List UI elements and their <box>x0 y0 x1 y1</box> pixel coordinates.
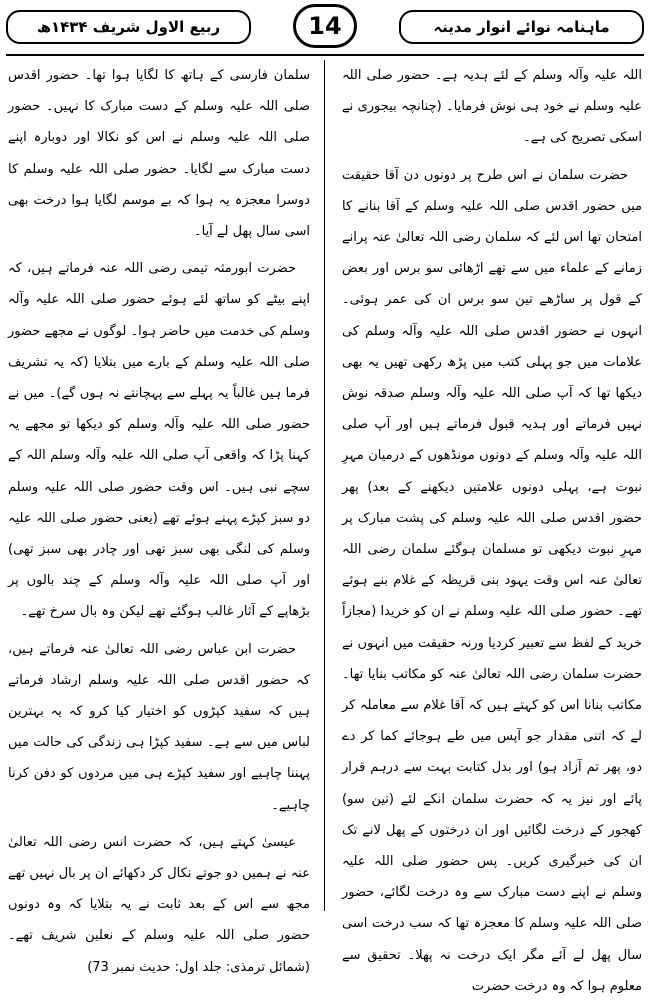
page-number-badge <box>293 4 357 48</box>
paragraph: حضرت سلمان نے اس طرح پر دونوں دن آقا حقیقت میں حضور اقدس صلی اللہ علیہ وسلم کے آقا بنانے کا امتحان تھا اس لئے کہ سلمان رضی اللہ تعالیٰ عنہ پرانے زمانے کے علماء میں سے تھے اڑھائی سو برس اور بعض کے قول پر ساڑھے تین سو برس ان کی عمر ہوئی۔ انہوں نے حضور اقدس صلی اللہ علیہ وآلہ وسلم کی علامات میں جو پہلی کتب میں پڑھ رکھی تھیں یہ بھی دیکھا تھا کہ آپ صلی اللہ علیہ وآلہ وسلم صدقہ نوش نہیں فرماتے اور ہدیہ قبول فرماتے ہیں اور آپ صلی اللہ علیہ وآلہ وسلم کے دونوں مونڈھوں کے درمیان مہرِ نبوت ہے، پہلی دونوں علامتیں دیکھنے کے بعد) پھر حضور اقدس صلی اللہ علیہ وسلم کی پشت مبارک پر مہرِ نبوت دیکھی تو مسلمان ہوگئے سلمان رضی اللہ تعالیٰ عنہ اس وقت یہود بنی قریظہ کے غلام بنے ہوئے تھے۔ حضور صلی اللہ علیہ وسلم نے ان کو خریدا (مجازاً خرید کے لفظ سے تعبیر کردیا ورنہ حقیقت میں انہوں نے حضرت سلمان رضی اللہ تعالیٰ عنہ کو مکاتب بنایا تھا۔ مکاتب بنانا اس کو کہتے ہیں کہ آقا غلام سے معاملہ کر لے کہ اتنی مقدار جو آپس میں طے ہوجائے کما کر دے دو، پھر تم آزاد ہو) اور بدل کتابت بہت سے درہم قرار پائے اور نیز یہ کہ حضرت سلمان انکے لئے (تین سو) کھجور کے درخت لگائیں اور ان درختوں کے پھل لانے تک ان کی خبرگیری کریں۔ پس حضور صلی اللہ علیہ وسلم نے اپنے دست مبارک سے وہ درخت لگائے، حضور صلی اللہ علیہ وسلم کا معجزہ تھا کہ سب درخت اسی سال پھل لے آئے مگر ایک درخت نہ پھلا۔ تحقیق سے معلوم ہوا کہ وہ درخت حضرت <box>342 167 642 994</box>
right-text-column <box>342 60 642 994</box>
paragraph: سلمان فارسی کے ہاتھ کا لگایا ہوا تھا۔ حضور اقدس صلی اللہ علیہ وسلم کے دست مبارک کا نہیں۔ حضور صلی اللہ علیہ وسلم نے اس کو نکالا اور دوبارہ اپنے دست مبارک سے لگایا۔ حضور صلی اللہ علیہ وسلم کا دوسرا معجزہ یہ ہوا کہ بے موسم لگایا ہوا درخت بھی اسی سال پھل لے آیا۔ <box>8 68 310 240</box>
issue-date: ربیع الاول شریف ۱۴۳۴ھ <box>36 18 221 36</box>
paragraph: حضرت ابن عباس رضی اللہ تعالیٰ عنہ فرماتے ہیں، کہ حضور اقدس صلی اللہ علیہ وسلم ارشاد فرماتے ہیں کہ سفید کپڑوں کو اختیار کیا کرو کہ یہ بہترین لباس میں سے ہے۔ سفید کپڑا ہی زندگی کی حالت میں پہننا چاہیے اور سفید کپڑے ہی میں مردوں کو دفن کرنا چاہیے۔ <box>8 641 310 813</box>
left-text-column <box>8 60 310 975</box>
column-divider <box>324 60 325 911</box>
paragraph: عیسیٰ کہتے ہیں، کہ حضرت انس رضی اللہ تعالیٰ عنہ نے ہمیں دو جوتے نکال کر دکھائے ان پر بال نہیں تھے مجھ سے اس کے بعد ثابت نے یہ بتلایا کہ وہ دونوں حضور صلی اللہ علیہ وسلم کے نعلین شریف تھے۔ (شمائل ترمذی: جلد اول: حدیث نمبر 73) <box>8 834 310 975</box>
header-rule <box>6 54 644 56</box>
issue-date-box <box>6 10 251 44</box>
page-header <box>6 4 644 52</box>
magazine-title: ماہنامہ نوائے انوار مدینہ <box>433 18 610 36</box>
page-number: 14 <box>308 12 342 40</box>
magazine-title-box <box>399 10 644 44</box>
paragraph: اللہ علیہ وآلہ وسلم کے لئے ہدیہ ہے۔ حضور صلی اللہ علیہ وسلم نے خود ہی نوش فرمایا۔ (چنانچہ بیجوری نے اسکی تصریح کی ہے۔ <box>342 68 642 146</box>
paragraph: حضرت ابورمثہ تیمی رضی اللہ عنہ فرماتے ہیں، کہ اپنے بیٹے کو ساتھ لئے ہوئے حضور صلی اللہ علیہ وآلہ وسلم کی خدمت میں حاضر ہوا۔ لوگوں نے مجھے حضور صلی اللہ علیہ وسلم کے بارے میں بتلایا (کہ یہ تشریف فرما ہیں غالباً یہ پہلے سے پہچانتے نہ ہوں گے)۔ میں نے حضور صلی اللہ علیہ وآلہ وسلم کو دیکھا تو مجھے یہ کہنا پڑا کہ واقعی آپ صلی اللہ علیہ وآلہ وسلم اللہ کے سچے نبی ہیں۔ اس وقت حضور صلی اللہ علیہ وسلم دو سبز کپڑے پہنے ہوئے تھے (یعنی حضور صلی اللہ علیہ وسلم کی لنگی بھی سبز تھی اور چادر بھی سبز تھی) اور آپ صلی اللہ علیہ وآلہ وسلم کے چند بالوں پر بڑھاپے کے آثار غالب ہوگئے تھے لیکن وہ بال سرخ تھے۔ <box>8 261 310 620</box>
